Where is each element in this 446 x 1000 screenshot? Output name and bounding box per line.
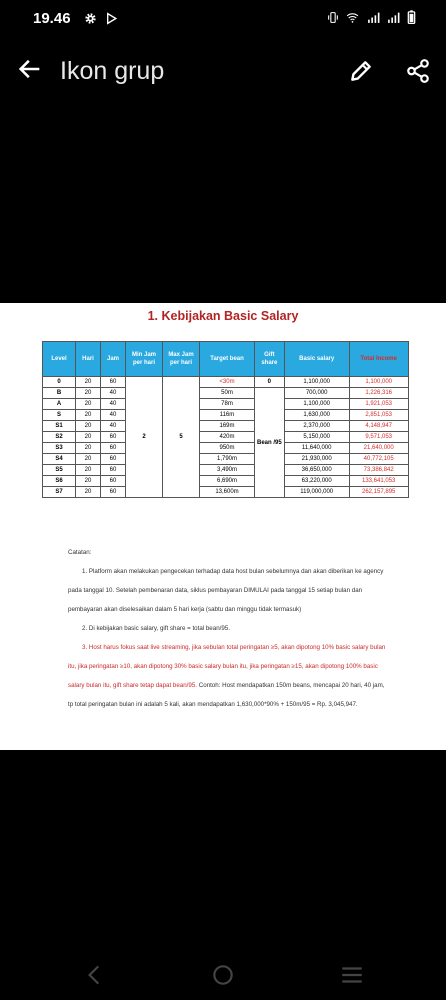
note-2: 2. Di kebijakan basic salary, gift share = total bean/95. (82, 625, 230, 632)
cell-hari: 20 (76, 443, 101, 454)
table-row (43, 476, 409, 487)
cell-level: S5 (43, 465, 76, 476)
cell-target: 169m (200, 421, 255, 432)
cell-hari: 20 (76, 432, 101, 443)
note-1: 1. Platform akan melakukan pengecekan terhadap data host bulan sebelumnya dan akan diberikan ke agency pada tanggal 10. Setelah pembenaran data, siklus pembayaran DIMULAI pada tanggal 15 setiap bulan dan pembayaran akan diselesaikan dalam 5 hari kerja (sabtu dan minggu tidak termasuk) (68, 568, 384, 613)
battery-icon (407, 10, 416, 24)
cell-target: 3,490m (200, 465, 255, 476)
cell-level: S6 (43, 476, 76, 487)
cell-jam: 60 (101, 465, 126, 476)
cell-hari: 20 (76, 454, 101, 465)
table-body (43, 377, 409, 498)
table-row (43, 377, 409, 388)
cell-target: 420m (200, 432, 255, 443)
table-header: Hari (76, 342, 101, 377)
table-row (43, 410, 409, 421)
cell-total-income: 40,772,105 (349, 454, 408, 465)
cell-hari: 20 (76, 465, 101, 476)
cell-jam: 60 (101, 443, 126, 454)
cell-level: S3 (43, 443, 76, 454)
table-row (43, 432, 409, 443)
cell-level: S2 (43, 432, 76, 443)
cell-target: 116m (200, 410, 255, 421)
table-header: Gift share (255, 342, 285, 377)
cell-level: 0 (43, 377, 76, 388)
note-3-example: Contoh: Host mendapatkan 150m beans, mencapai 20 hari, 40 jam, tp total peringatan bulan ini adalah 5 kali, akan mendapatkan 1,630,000*90% + 150m/95 = Rp. 3,045,947. (68, 682, 385, 708)
cell-level: B (43, 388, 76, 399)
cell-total-income: 133,641,053 (349, 476, 408, 487)
cell-total-income: 73,386,842 (349, 465, 408, 476)
cell-hari: 20 (76, 399, 101, 410)
table-row (43, 421, 409, 432)
cell-hari: 20 (76, 421, 101, 432)
play-icon (105, 12, 118, 25)
table-row (43, 399, 409, 410)
cell-total-income: 1,921,053 (349, 399, 408, 410)
cell-target: 13,600m (200, 487, 255, 498)
table-row (43, 454, 409, 465)
cell-level: S (43, 410, 76, 421)
cell-hari: 20 (76, 476, 101, 487)
cell-level: S7 (43, 487, 76, 498)
share-icon[interactable] (405, 58, 431, 84)
table-header: Level (43, 342, 76, 377)
nav-home-icon[interactable] (210, 962, 236, 988)
cell-target: 950m (200, 443, 255, 454)
cell-basic-salary: 5,150,000 (284, 432, 349, 443)
cell-level: S4 (43, 454, 76, 465)
cell-target: <30m (200, 377, 255, 388)
table-header: Total Income (349, 342, 408, 377)
cell-total-income: 2,851,053 (349, 410, 408, 421)
status-time: 19.46 (33, 10, 71, 27)
vibrate-icon (326, 11, 340, 24)
cell-jam: 60 (101, 476, 126, 487)
cell-level: S1 (43, 421, 76, 432)
document-image[interactable] (0, 303, 446, 750)
table-header: Basic salary (284, 342, 349, 377)
page-title: Ikon grup (60, 57, 165, 85)
table-row (43, 487, 409, 498)
cell-total-income: 262,157,895 (349, 487, 408, 498)
cell-total-income: 1,100,000 (349, 377, 408, 388)
table-header: Jam (101, 342, 126, 377)
cell-target: 50m (200, 388, 255, 399)
app-bar (0, 45, 446, 97)
cell-jam: 60 (101, 377, 126, 388)
status-right-icons (326, 10, 417, 27)
cell-jam: 60 (101, 487, 126, 498)
cell-hari: 20 (76, 487, 101, 498)
cell-target: 78m (200, 399, 255, 410)
cell-basic-salary: 700,000 (284, 388, 349, 399)
cell-min-jam: 2 (126, 377, 163, 498)
table-header: Min Jam per hari (126, 342, 163, 377)
table-header: Max Jam per hari (163, 342, 200, 377)
cell-max-jam: 5 (163, 377, 200, 498)
cell-target: 1,790m (200, 454, 255, 465)
cell-basic-salary: 1,100,000 (284, 399, 349, 410)
cell-basic-salary: 36,650,000 (284, 465, 349, 476)
note-3-warning: 3. Host harus fokus saat live streaming, jika sebulan total peringatan ≥5, akan dipotong 10% basic salary bulan itu, jika peringatan ≥10, akan dipotong 30% basic salary bulan itu, jika peringatan ≥15, akan dipotong 100% basic salary bulan itu, gift share tetap dapat bean/95. (68, 644, 386, 689)
cell-total-income: 9,571,053 (349, 432, 408, 443)
salary-table (42, 341, 409, 498)
cell-basic-salary: 2,370,000 (284, 421, 349, 432)
cell-jam: 40 (101, 410, 126, 421)
cell-basic-salary: 21,930,000 (284, 454, 349, 465)
cell-total-income: 21,640,000 (349, 443, 408, 454)
cell-target: 6,690m (200, 476, 255, 487)
status-bar (0, 0, 446, 40)
cell-basic-salary: 63,220,000 (284, 476, 349, 487)
cell-gift-share: Bean /95 (255, 388, 285, 498)
cell-level: A (43, 399, 76, 410)
notes-label: Catatan: (68, 549, 92, 556)
document-heading: 1. Kebijakan Basic Salary (147, 309, 299, 323)
gear-icon (84, 12, 97, 25)
status-left-icons (84, 11, 118, 26)
table-row (43, 443, 409, 454)
cell-jam: 40 (101, 399, 126, 410)
nav-recents-icon[interactable] (339, 962, 365, 988)
cell-jam: 60 (101, 454, 126, 465)
cell-gift-share: 0 (255, 377, 285, 388)
signal-icon (386, 11, 401, 24)
cell-jam: 60 (101, 432, 126, 443)
cell-jam: 40 (101, 388, 126, 399)
cell-total-income: 4,148,947 (349, 421, 408, 432)
cell-basic-salary: 11,640,000 (284, 443, 349, 454)
pencil-icon[interactable] (348, 58, 374, 84)
cell-basic-salary: 1,630,000 (284, 410, 349, 421)
table-row (43, 388, 409, 399)
wifi-icon (345, 11, 360, 24)
cell-basic-salary: 1,100,000 (284, 377, 349, 388)
cell-basic-salary: 119,000,000 (284, 487, 349, 498)
notes-section (68, 543, 386, 714)
system-nav-bar (0, 950, 446, 1000)
arrow-back-icon[interactable] (16, 55, 44, 83)
table-header: Target bean (200, 342, 255, 377)
signal-icon (366, 11, 381, 24)
note-3 (68, 638, 386, 714)
table-row (43, 465, 409, 476)
cell-hari: 20 (76, 377, 101, 388)
nav-back-icon[interactable] (82, 962, 108, 988)
cell-hari: 20 (76, 388, 101, 399)
cell-total-income: 1,226,316 (349, 388, 408, 399)
cell-hari: 20 (76, 410, 101, 421)
cell-jam: 40 (101, 421, 126, 432)
